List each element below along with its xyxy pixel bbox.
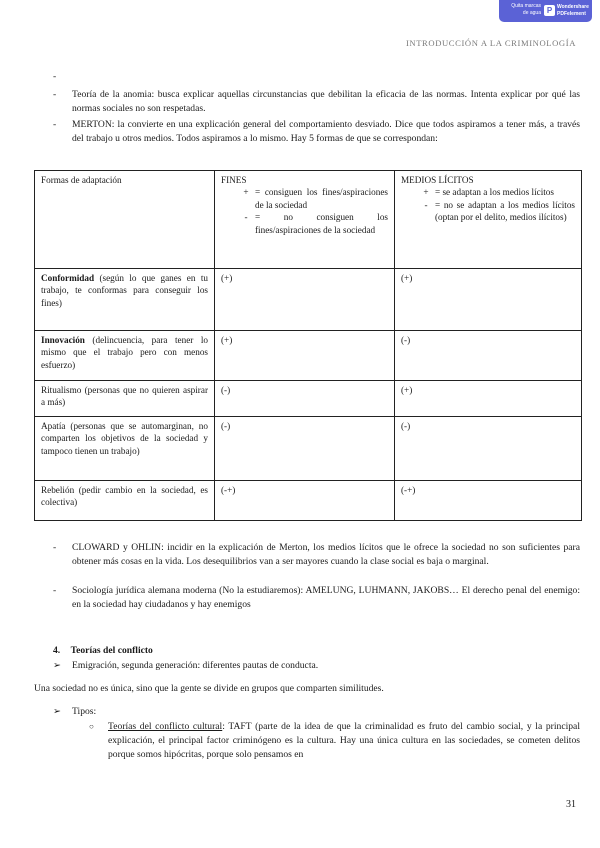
bullet-merton: MERTON: la convierte en una explicación general del comportamiento desviado. Dice que todos aspiramos a tener más, a través del trabajo u otros medios. Todos aspiramos a lo mismo. Hay 5 formas de que se correspondan: <box>72 119 580 145</box>
table-row <box>35 417 582 481</box>
fines-item-marker: + <box>243 187 249 198</box>
row-form-cell <box>35 381 215 417</box>
sub-item-text: : TAFT (parte de la idea de que la criminalidad es fruto del cambio social, y la principal explicación, el principal factor criminógeno es la cultura. Hay una única cultura en las sociedades, se cometen delitos porque somos hipócritas, porque solo pensamos en <box>108 721 580 761</box>
running-header: INTRODUCCIÓN A LA CRIMINOLOGÍA <box>405 38 576 48</box>
watermark-label-line1: Quita marcas <box>511 3 541 9</box>
fines-title: FINES <box>221 175 247 185</box>
header-cell-forms: Formas de adaptación <box>35 171 215 269</box>
medios-item <box>417 199 575 224</box>
section-title: Teorías del conflicto <box>70 645 153 656</box>
row-fines-cell: (-) <box>215 417 395 481</box>
medios-item <box>417 186 575 198</box>
medios-title: MEDIOS LÍCITOS <box>401 175 474 185</box>
form-name: Innovación <box>41 335 85 345</box>
fines-item-text: = consiguen los fines/aspiraciones de la sociedad <box>255 187 388 210</box>
circle-bullet-icon: ○ <box>89 722 94 731</box>
form-description: Apatía (personas que se automarginan, no comparten los objetivos de la sociedad y tampoco tienen un trabajo) <box>41 421 208 456</box>
sub-item-conflicto-cultural <box>108 720 580 763</box>
fines-item-marker: - <box>244 212 248 223</box>
row-fines-cell: (+) <box>215 331 395 381</box>
row-fines-cell: (-+) <box>215 481 395 521</box>
row-medios-cell: (-+) <box>395 481 582 521</box>
medios-item-marker: + <box>423 187 429 198</box>
form-description: (según lo que ganes en tu trabajo, te conformas para conseguir los fines) <box>41 273 208 308</box>
row-medios-cell: (-) <box>395 331 582 381</box>
bullet-marker: - <box>53 585 57 596</box>
form-description: Rebelión (pedir cambio en la sociedad, es colectiva) <box>41 485 208 508</box>
bullet-cloward-ohlin: CLOWARD y OHLIN: incidir en la explicación de Merton, los medios lícitos que le ofrece la sociedad no son suficientes para obtener más cosas en la vida. Los desequilibrios van a ser mayores cuando la clase social es baja o marginal. <box>72 542 580 568</box>
watermark-remove-label <box>503 3 541 17</box>
brand-line1: Wondershare <box>557 4 589 10</box>
row-form-cell <box>35 269 215 331</box>
watermark-brand <box>557 4 589 18</box>
bullet-marker: - <box>53 71 57 82</box>
bullet-anomia: Teoría de la anomia: busca explicar aquellas circunstancias que debilitan la eficacia de las normas. Intenta explicar por qué las normas sociales no son respetadas. <box>72 89 580 115</box>
section-heading <box>53 644 153 658</box>
row-medios-cell: (+) <box>395 269 582 331</box>
row-form-cell <box>35 331 215 381</box>
table-header-row <box>35 171 582 269</box>
fines-item-text: = no consiguen los fines/aspiraciones de la sociedad <box>255 212 388 235</box>
row-form-cell <box>35 417 215 481</box>
form-name: Conformidad <box>41 273 95 283</box>
row-form-cell <box>35 481 215 521</box>
arrow-item-emigracion: Emigración, segunda generación: diferentes pautas de conducta. <box>72 660 319 671</box>
sub-item-title: Teorías del conflicto cultural <box>108 721 223 732</box>
bullet-sociologia: Sociología jurídica alemana moderna (No la estudiaremos): AMELUNG, LUHMANN, JAKOBS… El derecho penal del enemigo: en la sociedad hay ciudadanos y hay enemigos <box>72 585 580 611</box>
form-description: Ritualismo (personas que no quieren aspirar a más) <box>41 385 208 408</box>
watermark-badge[interactable] <box>499 0 592 22</box>
table-row <box>35 331 582 381</box>
brand-line2: PDFelement <box>557 11 586 17</box>
header-cell-fines <box>215 171 395 269</box>
header-cell-medios <box>395 171 582 269</box>
paragraph-sociedad: Una sociedad no es única, sino que la gente se divide en grupos que comparten similitudes. <box>34 683 384 694</box>
arrow-bullet-icon: ➢ <box>53 660 62 671</box>
section-number: 4. <box>53 645 61 656</box>
fines-item <box>237 186 388 211</box>
form-description: (delincuencia, para tener lo mismo que el trabajo pero con menos esfuerzo) <box>41 335 208 370</box>
bullet-marker: - <box>53 89 57 100</box>
watermark-label-line2: de agua <box>522 10 541 16</box>
arrow-bullet-icon: ➢ <box>53 706 62 717</box>
row-fines-cell: (+) <box>215 269 395 331</box>
table-row <box>35 381 582 417</box>
row-medios-cell: (-) <box>395 417 582 481</box>
table-row <box>35 269 582 331</box>
table-row <box>35 481 582 521</box>
medios-item-text: = se adaptan a los medios lícitos <box>435 187 554 198</box>
fines-item <box>237 211 388 236</box>
medios-item-marker: - <box>424 199 428 210</box>
row-fines-cell: (-) <box>215 381 395 417</box>
bullet-marker: - <box>53 119 57 130</box>
page-number: 31 <box>566 799 576 810</box>
adaptation-table <box>34 170 582 521</box>
row-medios-cell: (+) <box>395 381 582 417</box>
bullet-marker: - <box>53 542 57 553</box>
arrow-item-tipos: Tipos: <box>72 706 97 717</box>
medios-item-text: = no se adaptan a los medios lícitos (optan por el delito, medios ilícitos) <box>435 199 575 223</box>
pdfelement-icon: P <box>544 5 555 16</box>
